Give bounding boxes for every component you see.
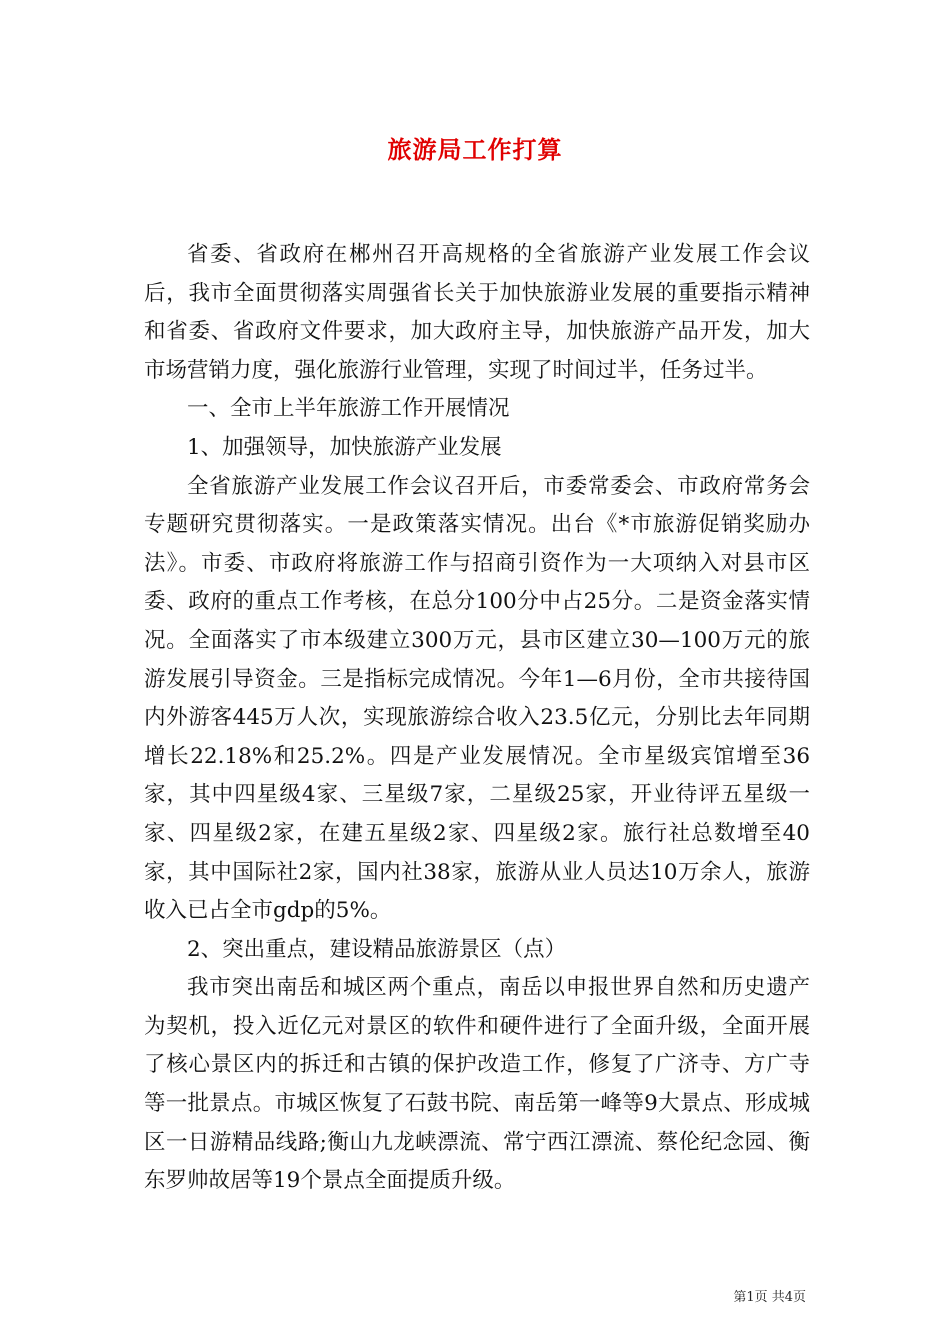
paragraph-intro: 省委、省政府在郴州召开高规格的全省旅游产业发展工作会议后，我市全面贯彻落实周强省长关于加快旅游业发展的重要指示精神和省委、省政府文件要求，加大政府主导，加快旅游产品开发，加大市场营销力度，强化旅游行业管理，实现了时间过半，任务过半。 [144,242,810,383]
subsection-heading-2: 2、突出重点，建设精品旅游景区（点） [187,936,567,962]
document-title: 旅游局工作打算 [387,135,563,164]
section-heading-1: 一、全市上半年旅游工作开展情况 [187,396,510,422]
paragraph-leadership: 全省旅游产业发展工作会议召开后，市委常委会、市政府常务会专题研究贯彻落实。一是政策落实情况。出台《*市旅游促销奖励办法》。市委、市政府将旅游工作与招商引资作为一大项纳入对县市区委、政府的重点工作考核，在总分100分中占25分。二是资金落实情况。全面落实了市本级建立300万元，县市区建立30—100万元的旅游发展引导资金。三是指标完成情况。今年1—6月份，全市共接待国内外游客445万人次，实现旅游综合收入23.5亿元，分别比去年同期增长22.18%和25.2%。四是产业发展情况。全市星级宾馆增至36家，其中四星级4家、三星级7家，二星级25家，开业待评五星级一家、四星级2家，在建五星级2家、四星级2家。旅行社总数增至40家，其中国际社2家，国内社38家，旅游从业人员达10万余人，旅游收入已占全市gdp的5%。 [144,473,810,924]
page-footer: 第1页 共4页 [733,1290,806,1305]
document-body [144,236,810,1201]
subsection-heading-1: 1、加强领导，加快旅游产业发展 [187,434,502,460]
paragraph-scenic-areas: 我市突出南岳和城区两个重点，南岳以申报世界自然和历史遗产为契机，投入近亿元对景区的软件和硬件进行了全面升级，全面开展了核心景区内的拆迁和古镇的保护改造工作，修复了广济寺、方广寺等一批景点。市城区恢复了石鼓书院、南岳第一峰等9大景点、形成城区一日游精品线路;衡山九龙峡漂流、常宁西江漂流、蔡伦纪念园、衡东罗帅故居等19个景点全面提质升级。 [144,975,810,1194]
